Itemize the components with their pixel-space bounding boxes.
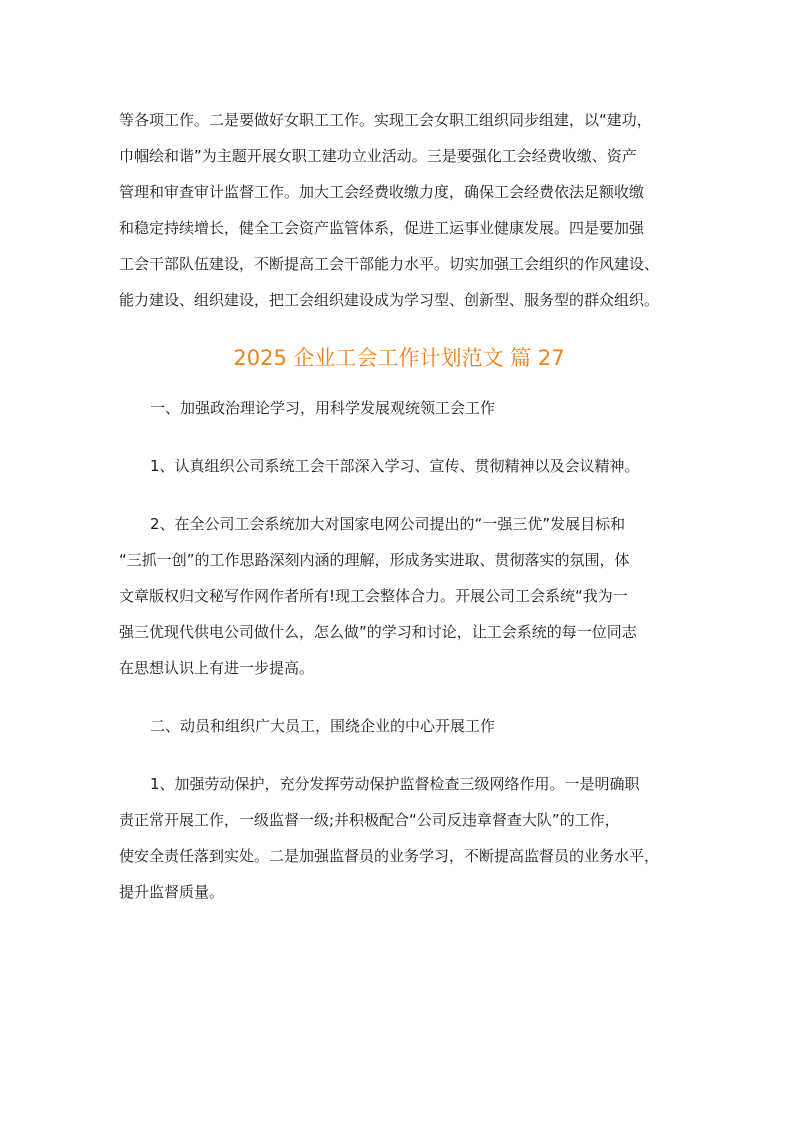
text-line: 责正常开展工作，一级监督一级;并积极配合“公司反违章督查大队”的工作， xyxy=(119,811,620,829)
document-body xyxy=(119,102,679,910)
item-2-1 xyxy=(119,766,679,910)
text-line: 文章版权归文秘写作网作者所有!现工会整体合力。开展公司工会系统“我为一 xyxy=(119,587,628,605)
text-line: 提升监督质量。 xyxy=(119,883,225,901)
text-line: 强三优现代供电公司做什么，怎么做”的学习和讨论，让工会系统的每一位同志 xyxy=(119,623,637,641)
item-1-2 xyxy=(119,506,679,686)
text-line: 等各项工作。二是要做好女职工工作。实现工会女职工组织同步组建，以“建功， xyxy=(119,111,652,129)
text-line: 2、在全公司工会系统加大对国家电网公司提出的“一强三优”发展目标和 xyxy=(150,515,626,533)
text-line: 工会干部队伍建设，不断提高工会干部能力水平。切实加强工会组织的作风建设、 xyxy=(119,255,660,273)
text-line: 在思想认识上有进一步提高。 xyxy=(119,659,315,677)
text-line: 使安全责任落到实处。二是加强监督员的业务学习，不断提高监督员的业务水平， xyxy=(119,847,660,865)
text-line: 1、认真组织公司系统工会干部深入学习、宣传、贯彻精神以及会议精神。 xyxy=(150,457,640,475)
heading-text: 二、动员和组织广大员工，围绕企业的中心开展工作 xyxy=(150,717,496,735)
text-line: “三抓一创”的工作思路深刻内涵的理解，形成务实进取、贯彻落实的氛围，体 xyxy=(119,551,630,569)
text-line: 巾帼绘和谐”为主题开展女职工建功立业活动。三是要强化工会经费收缴、资产 xyxy=(119,147,637,165)
text-line: 1、加强劳动保护，充分发挥劳动保护监督检查三级网络作用。一是明确职 xyxy=(150,775,640,793)
item-1-1 xyxy=(119,448,679,484)
heading-1 xyxy=(119,390,679,426)
heading-text: 一、加强政治理论学习，用科学发展观统领工会工作 xyxy=(150,399,496,417)
text-line: 能力建设、组织建设，把工会组织建设成为学习型、创新型、服务型的群众组织。 xyxy=(119,291,660,309)
heading-2 xyxy=(119,708,679,744)
text-line: 管理和审查审计监督工作。加大工会经费收缴力度，确保工会经费依法足额收缴 xyxy=(119,183,645,201)
intro-paragraph xyxy=(119,102,679,318)
text-line: 和稳定持续增长，健全工会资产监管体系，促进工运事业健康发展。四是要加强 xyxy=(119,219,645,237)
section-title: 2025 企业工会工作计划范文 篇 27 xyxy=(233,346,565,370)
